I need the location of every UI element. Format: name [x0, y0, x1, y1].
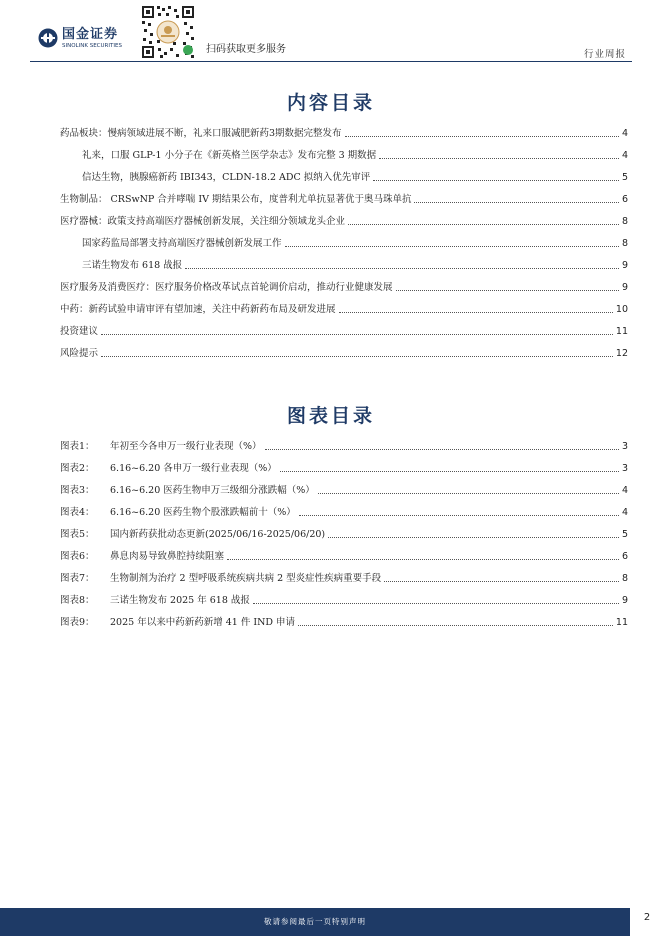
toc-entry[interactable]	[82, 237, 628, 251]
figure-entry-text: 2025 年以来中药新药新增 41 件 IND 申请	[110, 617, 296, 628]
toc-entry-page: 12	[615, 348, 628, 359]
contents-title: 内容目录	[286, 92, 375, 114]
figure-entry-text: 鼻息肉易导致鼻腔持续阻塞	[110, 551, 225, 562]
toc-entry[interactable]	[60, 325, 628, 339]
figures-title: 图表目录	[286, 405, 375, 427]
figure-entry-text: 国内新药获批动态更新(2025/06/16-2025/06/20)	[110, 529, 326, 540]
figure-entry-label: 图表9：	[60, 617, 95, 628]
figure-entry-text: 6.16~6.20 各申万一级行业表现（%）	[110, 463, 277, 474]
logo-mark-icon	[38, 28, 58, 48]
toc-entry-text: 生物制品： CRSwNP 合并哮喘 IV 期结果公布，度普利尤单抗显著优于奥马珠单抗	[60, 194, 412, 205]
toc-leader-dots	[318, 484, 619, 494]
toc-leader-dots	[396, 281, 619, 291]
toc-entry-text: 风险提示	[60, 348, 99, 359]
figure-entry-text: 三诺生物发布 2025 年 618 战报	[110, 595, 250, 606]
toc-leader-dots	[373, 171, 619, 181]
toc-leader-dots	[265, 440, 619, 450]
figure-entry[interactable]	[60, 550, 628, 564]
figure-entry[interactable]	[60, 528, 628, 542]
figure-entry-page: 11	[615, 617, 628, 628]
toc-entry[interactable]	[60, 281, 628, 295]
toc-entry[interactable]	[60, 193, 628, 207]
figure-entry-page: 4	[621, 485, 628, 496]
figure-entry[interactable]	[60, 440, 628, 454]
figure-entry-text: 6.16~6.20 医药生物个股涨跌幅前十（%）	[110, 507, 296, 518]
figure-entry-label: 图表6：	[60, 551, 95, 562]
toc-entry-text: 中药：新药试验申请审评有望加速，关注中药新药布局及研发进展	[60, 304, 336, 315]
page-number: 2	[643, 912, 651, 923]
toc-entry[interactable]	[60, 127, 628, 141]
toc-leader-dots	[285, 237, 619, 247]
toc-leader-dots	[227, 550, 619, 560]
header-divider	[30, 61, 632, 62]
toc-entry-text: 投资建议	[60, 326, 99, 337]
toc-entry[interactable]	[82, 149, 628, 163]
qr-code-icon[interactable]	[140, 4, 196, 60]
toc-leader-dots	[348, 215, 619, 225]
toc-leader-dots	[253, 594, 619, 604]
toc-entry-page: 6	[621, 194, 628, 205]
toc-entry-text: 礼来，口服 GLP-1 小分子在《新英格兰医学杂志》发布完整 3 期数据	[82, 150, 377, 161]
figure-entry-text: 年初至今各申万一级行业表现（%）	[110, 441, 262, 452]
toc-leader-dots	[339, 303, 613, 313]
toc-leader-dots	[101, 347, 613, 357]
figure-entry-label: 图表2：	[60, 463, 95, 474]
toc-entry[interactable]	[60, 215, 628, 229]
figure-entry-page: 5	[621, 529, 628, 540]
toc-entry-page: 8	[621, 216, 628, 227]
toc-entry-page: 9	[621, 260, 628, 271]
report-type-label: 行业周报	[583, 49, 626, 60]
figure-entry[interactable]	[60, 462, 628, 476]
toc-entry[interactable]	[82, 259, 628, 273]
toc-entry-text: 医疗器械：政策支持高端医疗器械创新发展，关注细分领域龙头企业	[60, 216, 346, 227]
figure-entry-page: 4	[621, 507, 628, 518]
toc-entry-text: 国家药监局部署支持高端医疗器械创新发展工作	[82, 238, 282, 249]
toc-leader-dots	[298, 616, 613, 626]
toc-leader-dots	[280, 462, 619, 472]
figure-entry-page: 8	[621, 573, 628, 584]
company-logo	[38, 28, 130, 54]
toc-leader-dots	[328, 528, 619, 538]
toc-entry-text: 三诺生物发布 618 战报	[82, 260, 183, 271]
figure-entry-text: 6.16~6.20 医药生物申万三级细分涨跌幅（%）	[110, 485, 315, 496]
figure-entry-page: 3	[621, 441, 628, 452]
figure-entry-page: 6	[621, 551, 628, 562]
toc-entry-text: 医疗服务及消费医疗：医疗服务价格改革试点首轮调价启动，推动行业健康发展	[60, 282, 393, 293]
figure-entry[interactable]	[60, 484, 628, 498]
footer-disclaimer: 敬请参阅最后一页特别声明	[264, 917, 366, 926]
figure-entry-label: 图表8：	[60, 595, 95, 606]
figure-entry[interactable]	[60, 572, 628, 586]
toc-entry[interactable]	[60, 347, 628, 361]
toc-leader-dots	[379, 149, 619, 159]
figure-entry-label: 图表5：	[60, 529, 95, 540]
figure-entry-page: 3	[621, 463, 628, 474]
toc-entry-page: 4	[621, 128, 628, 139]
scan-qr-caption: 扫码获取更多服务	[206, 44, 286, 55]
figure-entry-label: 图表3：	[60, 485, 95, 496]
toc-entry-text: 信达生物，胰腺癌新药 IBI343，CLDN-18.2 ADC 拟纳入优先审评	[82, 172, 371, 183]
toc-leader-dots	[345, 127, 619, 137]
footer-bar	[0, 908, 630, 936]
logo-chinese-name: 国金证券	[62, 27, 119, 42]
toc-entry-page: 8	[621, 238, 628, 249]
toc-entry-page: 9	[621, 282, 628, 293]
toc-leader-dots	[299, 506, 619, 516]
toc-entry[interactable]	[82, 171, 628, 185]
toc-entry-page: 11	[615, 326, 628, 337]
figure-entry-label: 图表1：	[60, 441, 95, 452]
toc-entry-page: 10	[615, 304, 628, 315]
toc-entry-page: 4	[621, 150, 628, 161]
page-header	[0, 0, 662, 62]
toc-entry-page: 5	[621, 172, 628, 183]
figure-entry[interactable]	[60, 616, 628, 630]
figure-entry[interactable]	[60, 506, 628, 520]
toc-leader-dots	[185, 259, 619, 269]
toc-leader-dots	[414, 193, 618, 203]
toc-leader-dots	[384, 572, 619, 582]
figure-entry-text: 生物制剂为治疗 2 型呼吸系统疾病共病 2 型炎症性疾病重要手段	[110, 573, 382, 584]
figure-entry-page: 9	[621, 595, 628, 606]
toc-entry[interactable]	[60, 303, 628, 317]
logo-english-name: SINOLINK SECURITIES	[62, 43, 122, 49]
figure-entry[interactable]	[60, 594, 628, 608]
toc-entry-text: 药品板块：慢病领域进展不断，礼来口服减肥新药3期数据完整发布	[60, 128, 342, 139]
toc-leader-dots	[101, 325, 613, 335]
figure-entry-label: 图表4：	[60, 507, 95, 518]
figure-entry-label: 图表7：	[60, 573, 95, 584]
